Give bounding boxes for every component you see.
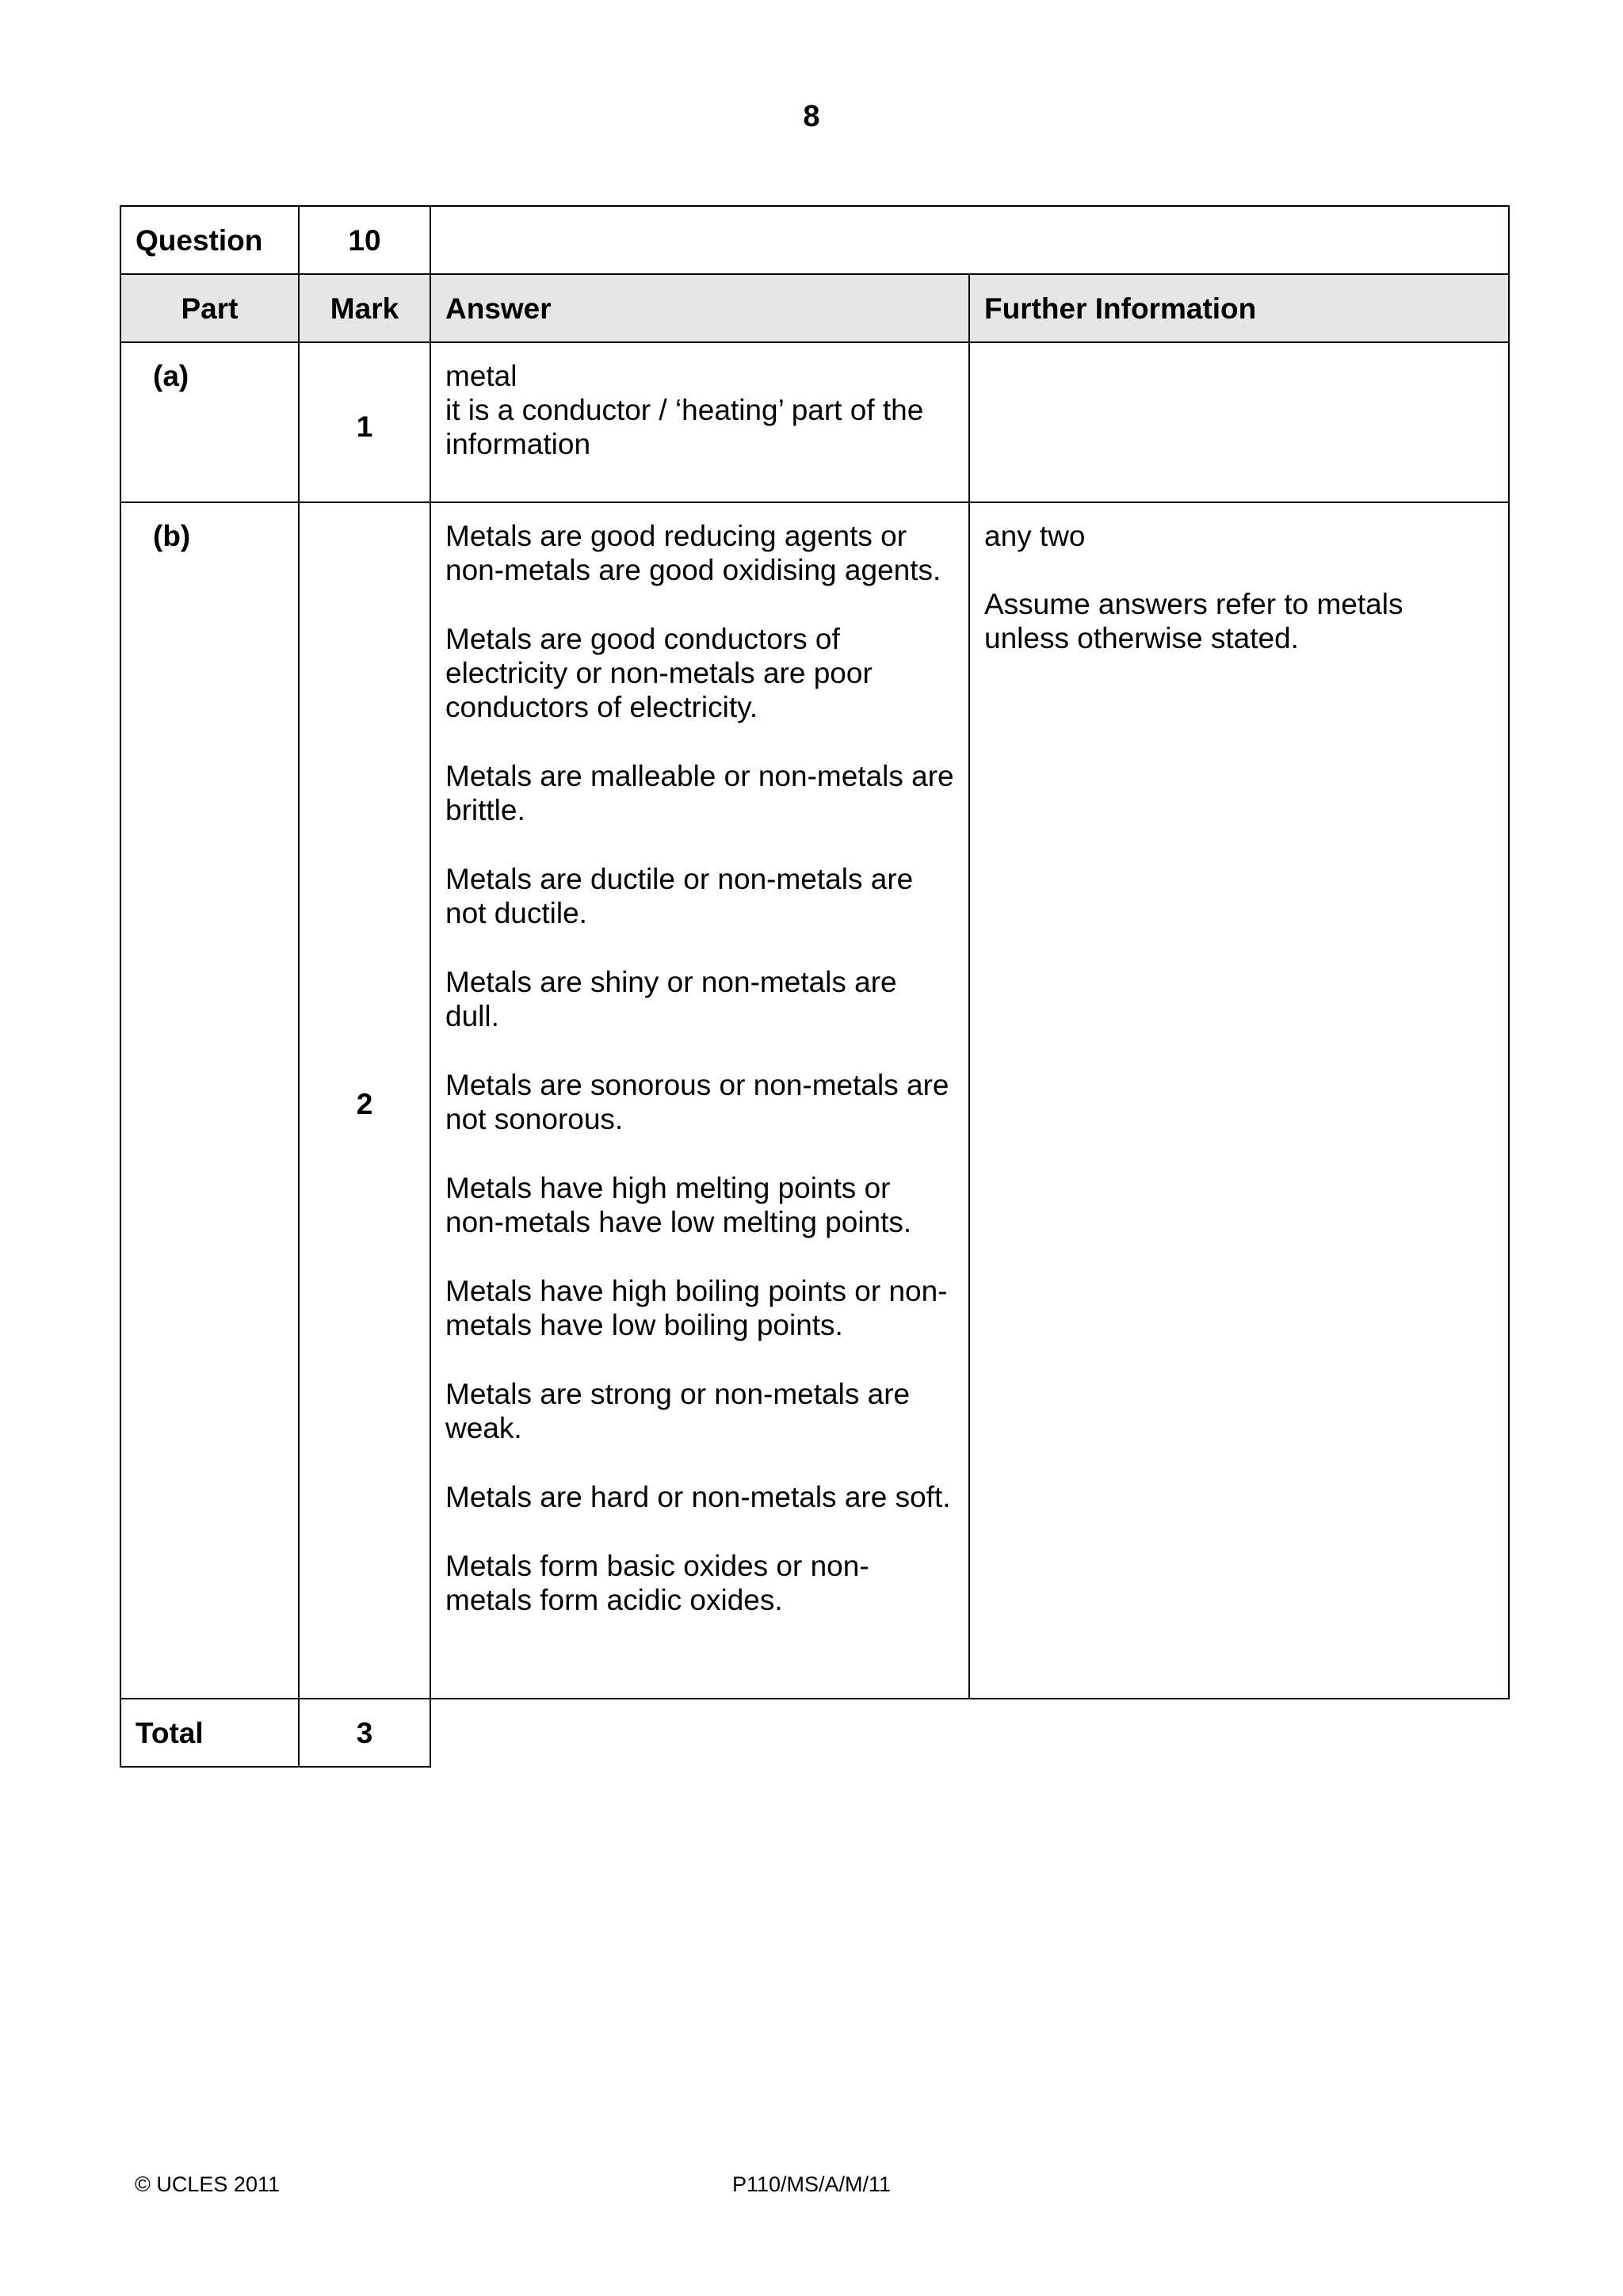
further-information-line: any two — [984, 520, 1086, 552]
header-row — [120, 274, 1509, 342]
answer-point: Metals are good conductors of electricity or non-metals are poor conductors of electricity. — [445, 623, 873, 723]
part-cell — [120, 342, 299, 502]
further-information-cell — [969, 342, 1509, 502]
answer-line: metal — [445, 360, 517, 392]
answer-point: Metals are sonorous or non-metals are not sonorous. — [445, 1069, 949, 1135]
total-label: Total — [120, 1699, 299, 1767]
header-mark: Mark — [299, 274, 430, 342]
footer-copyright: © UCLES 2011 — [135, 2172, 280, 2196]
mark-cell: 2 — [299, 502, 430, 1699]
further-information-cell — [969, 502, 1509, 1699]
answer-point: Metals are shiny or non-metals are dull. — [445, 966, 897, 1032]
answer-point: Metals are strong or non-metals are weak. — [445, 1378, 911, 1444]
part-cell — [120, 502, 299, 1699]
total-row — [120, 1699, 1509, 1767]
answer-point: Metals are malleable or non-metals are brittle. — [445, 760, 954, 826]
answer-point: Metals have high melting points or non-metals have low melting points. — [445, 1172, 912, 1238]
header-part: Part — [120, 274, 299, 342]
header-answer: Answer — [430, 274, 969, 342]
answer-point: Metals have high boiling points or non-metals have low boiling points. — [445, 1275, 948, 1341]
table-row — [120, 342, 1509, 502]
footer-code: P110/MS/A/M/11 — [731, 2172, 892, 2196]
answer-point: Metals are ductile or non-metals are not ductile. — [445, 863, 914, 929]
mark-scheme-table — [120, 205, 1510, 1768]
answer-cell — [430, 502, 969, 1699]
answer-cell — [430, 342, 969, 502]
answer-line: it is a conductor / ‘heating’ part of the information — [445, 394, 924, 460]
question-label: Question — [120, 206, 299, 274]
answer-point: Metals are good reducing agents or non-metals are good oxidising agents. — [445, 520, 941, 586]
total-empty — [430, 1699, 1509, 1767]
answer-point: Metals are hard or non-metals are soft. — [445, 1481, 951, 1513]
mark-cell: 1 — [299, 342, 430, 502]
part-label: (a) — [153, 360, 189, 392]
part-label: (b) — [153, 520, 191, 552]
question-blank-cell — [430, 206, 1509, 274]
total-mark: 3 — [299, 1699, 430, 1767]
question-row — [120, 206, 1509, 274]
page-number: 8 — [803, 100, 820, 133]
header-further-information: Further Information — [969, 274, 1509, 342]
further-information-line: Assume answers refer to metals unless otherwise stated. — [984, 588, 1403, 654]
answer-point: Metals form basic oxides or non-metals form acidic oxides. — [445, 1550, 869, 1616]
question-number: 10 — [299, 206, 430, 274]
table-row — [120, 502, 1509, 1699]
